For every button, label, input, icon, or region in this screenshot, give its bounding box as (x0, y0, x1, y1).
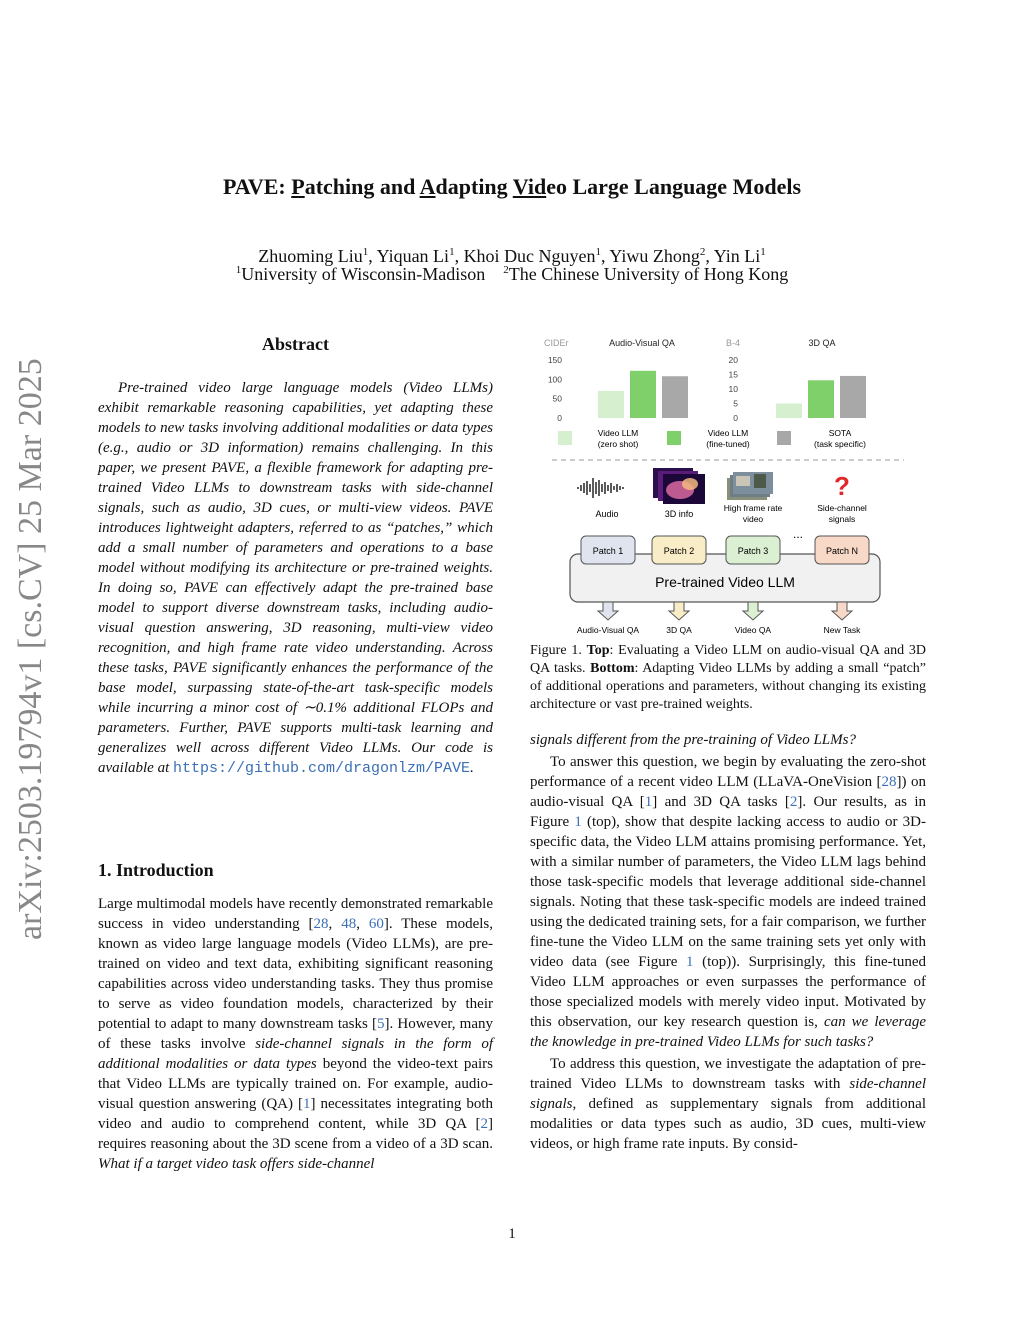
chart2-tick-label: 0 (733, 413, 738, 423)
legend-label: (zero shot) (597, 439, 639, 449)
figure-1-graphic (530, 332, 926, 638)
output-arrow (832, 602, 852, 620)
code-link[interactable]: https://github.com/dragonlzm/PAVE (173, 760, 471, 777)
citation-link[interactable]: 2 (480, 1116, 488, 1132)
citation-link[interactable]: 2 (789, 794, 798, 810)
page-number: 1 (508, 1226, 516, 1242)
paragraph: To answer this question, we begin by evaluating the zero-shot performance of a recent video LLM (LLaVA-OneVision [28]) on audio-visual QA [1] and 3D QA tasks [2]. Our results, as in Figure 1 (top), show that despite lacking access to audio or 3D-specific data, the Video LLM attains promising performance. Yet, with a similar number of parameters, the Video LLM lags behind those task-specific models that leverage additional side-channel signals. Noting that these task-specific models are indeed trained using the dedicated training sets, for a fair comparison, we further fine-tune the Video LLM on the same training sets yet only with video data (see Figure 1 (top)). Surprisingly, this fine-tuned Video LLM approaches or even surpasses the performance of those specialized models with merely video input. Motivated by this observation, our key research question is, can we leverage the knowledge in pre-trained Video LLMs for such tasks? (530, 754, 926, 1050)
output-arrow (669, 602, 689, 620)
chart1-title: Audio-Visual QA (609, 338, 675, 348)
patch-3-label: Patch 3 (737, 546, 769, 556)
legend-label: Video LLM (597, 428, 639, 438)
input-label-high-frame-rate: High frame rate (723, 503, 783, 513)
chart1-tick-label: 150 (547, 355, 562, 365)
chart1-tick-label: 0 (557, 413, 562, 423)
chart2-bar-2 (808, 380, 834, 418)
legend-label: SOTA (828, 428, 852, 438)
output-arrow (598, 602, 618, 620)
figure-reference-link[interactable]: 1 (574, 814, 582, 830)
chart1-bar-3 (662, 376, 688, 418)
figure-1-caption: Figure 1. Top: Evaluating a Video LLM on audio-visual QA and 3D QA tasks. Bottom: Adapting Video LLMs by adding a small “patch” of additional operations and parameters, without changing its existing architecture or vast pre-trained weights. (530, 643, 927, 712)
figure-reference-link[interactable]: 1 (685, 954, 694, 970)
ellipsis: ... (792, 527, 804, 541)
patch-2-label: Patch 2 (663, 546, 695, 556)
affiliations: $^1$University of Wisconsin-Madison $^2$The Chinese University of Hong Kong (235, 264, 789, 284)
base-model-label: Pre-trained Video LLM (655, 574, 795, 590)
chart1-bar-1 (598, 391, 624, 418)
input-label-audio: Audio (595, 509, 619, 519)
paper-title: PAVE: Patching and Adapting Video Large Language Models (222, 174, 802, 199)
paragraph: signals different from the pre-training of Video LLMs? (530, 732, 856, 748)
input-label-side-channel: Side-channel (817, 503, 867, 513)
legend-label: (fine-tuned) (706, 439, 750, 449)
chart2-bar-1 (776, 404, 802, 419)
patch-n-label: Patch N (825, 546, 859, 556)
input-label-high-frame-rate: video (742, 514, 764, 524)
citation-link[interactable]: 28 (881, 774, 897, 790)
citation-link[interactable]: 60 (368, 916, 384, 932)
introduction-heading: 1. Introduction (98, 860, 214, 880)
chart2-bar-3 (840, 376, 866, 418)
chart1-bar-2 (630, 371, 656, 418)
author-list: Zhuoming Liu$^1$, Yiquan Li$^1$, Khoi Duc Nguyen$^1$, Yiwu Zhong$^2$, Yin Li$^1$ (258, 246, 766, 266)
chart2-tick-label: 5 (733, 398, 738, 409)
citation-link[interactable]: 1 (303, 1096, 311, 1112)
output-label: Video QA (734, 625, 772, 635)
output-label: Audio-Visual QA (576, 625, 640, 635)
citation-link[interactable]: 28 (313, 916, 329, 932)
legend-swatch-sota (777, 431, 791, 445)
introduction-text: Large multimodal models have recently demonstrated remarkable success in video understanding [28, 48, 60]. These models, known as video large language models (Video LLMs), are pre-trained on video and text data, exhibiting significant reasoning capabilities across video understanding tasks. They thus promise to serve as video foundation models, characterized by their potential to adapt to many downstream tasks [5]. However, many of these tasks involve side-channel signals in the form of additional modalities or data types beyond the video-text pairs that Video LLMs are typically trained on. For example, audio-visual question answering (QA) [1] necessitates integrating both video and audio to comprehend content, while 3D QA [2] requires reasoning about the 3D scene from a video of a 3D scan. What if a target video task offers side-channel (98, 896, 494, 1172)
patch-1-label: Patch 1 (592, 546, 624, 556)
audio-waveform-icon (578, 478, 623, 498)
chart1-tick-label: 100 (547, 374, 562, 385)
chart2-ylabel: B-4 (726, 338, 741, 348)
question-mark-icon: ? (834, 471, 850, 501)
chart2-tick-label: 15 (728, 369, 738, 380)
depth-map-icon (653, 468, 705, 504)
citation-link[interactable]: 48 (341, 916, 357, 932)
chart1-tick-label: 50 (552, 393, 562, 404)
abstract-text: Pre-trained video large language models (Video LLMs) exhibit remarkable reasoning capabilities, yet adapting these models to new tasks involving additional modalities or data types (e.g., audio or 3D information) remains challenging. In this paper, we present PAVE, a flexible framework for adapting pre-trained Video LLMs to downstream tasks with side-channel signals, such as audio, 3D cues, or multi-view videos. PAVE introduces lightweight adapters, referred to as “patches,” which add a small number of parameters and operations to a base model without modifying its architecture or pre-trained weights. In doing so, PAVE can effectively adapt the pre-trained base model to support diverse downstream tasks, including audio-visual question answering, 3D reasoning, multi-view video recognition, and high frame rate video understanding. Across these tasks, PAVE significantly enhances the performance of the base model, surpassing state-of-the-art task-specific models while incurring a minor cost of ∼0.1% additional FLOPs and parameters. Further, PAVE supports multi-task learning and generalizes well across different Video LLMs. Our code is available at https://github.com/dragonlzm/PAVE. (98, 380, 493, 777)
right-column-text (530, 730, 926, 1154)
input-label-3d-info: 3D info (664, 509, 694, 519)
chart2-title: 3D QA (808, 338, 836, 348)
citation-link[interactable]: 5 (376, 1016, 385, 1032)
arxiv-identifier[interactable]: arXiv:2503.19794v1 [cs.CV] 25 Mar 2025 (12, 358, 49, 940)
output-label: 3D QA (666, 625, 692, 635)
chart2-tick-label: 10 (728, 384, 738, 394)
video-frames-icon (727, 472, 773, 500)
figure-1 (530, 332, 926, 638)
legend-swatch-fine-tuned (667, 431, 681, 445)
chart1-ylabel: CIDEr (544, 338, 569, 348)
paragraph: To address this question, we investigate the adaptation of pre-trained Video LLMs to downstream tasks with side-channel signals, defined as supplementary signals from additional modalities or data types such as audio, 3D cues, multi-view videos, or high frame rate inputs. By consid- (530, 1056, 926, 1152)
output-label: New Task (823, 625, 861, 635)
output-arrow (743, 602, 763, 620)
abstract-heading: Abstract (262, 334, 329, 354)
chart2-tick-label: 20 (728, 355, 738, 365)
legend-label: (task specific) (814, 439, 866, 449)
input-label-side-channel: signals (828, 514, 856, 524)
legend-label: Video LLM (707, 428, 749, 438)
citation-link[interactable]: 1 (644, 794, 653, 810)
legend-swatch-zero-shot (558, 431, 572, 445)
